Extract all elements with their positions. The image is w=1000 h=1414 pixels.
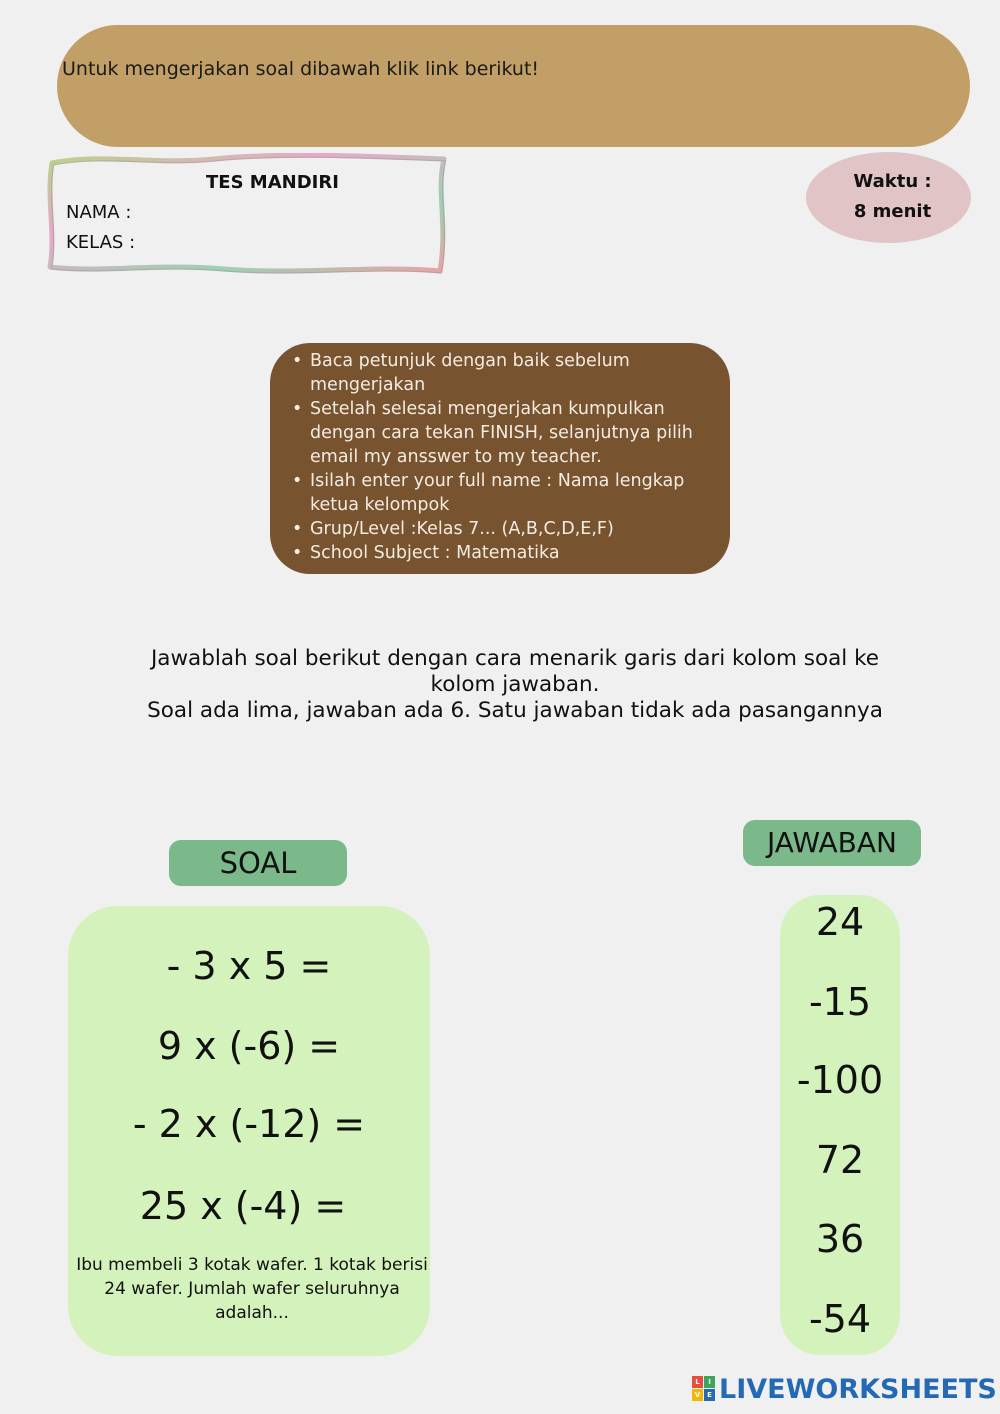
instruction-item: • Setelah selesai mengerjakan kumpulkan dengan cara tekan FINISH, selanjutnya pilih email my ansswer to my teacher. (292, 397, 710, 469)
test-title: TES MANDIRI (206, 172, 339, 193)
task-description (100, 646, 930, 724)
question-3[interactable]: - 2 x (-12) = (132, 1102, 366, 1146)
banner-text: Untuk mengerjakan soal dibawah klik link berikut! (62, 58, 540, 80)
instruction-item: • Grup/Level :Kelas 7... (A,B,C,D,E,F) (292, 517, 710, 541)
timer-label: Waktu : (853, 171, 932, 192)
class-label: KELAS : (66, 232, 136, 253)
instruction-item: • Baca petunjuk dengan baik sebelum mengerjakan (292, 349, 710, 397)
answer-1[interactable]: 24 (815, 900, 865, 944)
task-line-1: Jawablah soal berikut dengan cara menarik garis dari kolom soal ke kolom jawaban. (150, 646, 880, 697)
question-5-story[interactable]: Ibu membeli 3 kotak wafer. 1 kotak berisi 24 wafer. Jumlah wafer seluruhnya adalah... (76, 1255, 428, 1323)
liveworksheets-logo (692, 1374, 997, 1404)
instruction-item: • Isilah enter your full name : Nama lengkap ketua kelompok (292, 469, 710, 517)
answer-5[interactable]: 36 (815, 1217, 865, 1261)
liveworksheets-logo-text: LIVEWORKSHEETS (719, 1373, 997, 1405)
task-line-2: Soal ada lima, jawaban ada 6. Satu jawaban tidak ada pasangannya (147, 698, 883, 723)
class-input[interactable] (142, 232, 432, 256)
answer-2[interactable]: -15 (808, 980, 872, 1024)
answer-4[interactable]: 72 (815, 1138, 865, 1182)
instructions-list (292, 349, 710, 565)
timer-value: 8 menit (853, 201, 932, 222)
question-2[interactable]: 9 x (-6) = (157, 1024, 341, 1068)
jawaban-header: JAWABAN (743, 820, 921, 866)
soal-header: SOAL (169, 840, 347, 886)
name-input[interactable] (142, 202, 432, 226)
answer-3[interactable]: -100 (796, 1058, 884, 1102)
question-4[interactable]: 25 x (-4) = (139, 1184, 347, 1228)
question-1[interactable]: - 3 x 5 = (166, 944, 332, 988)
instructions-panel (270, 343, 730, 574)
jawaban-box (780, 895, 900, 1355)
name-label: NAMA : (66, 202, 132, 223)
liveworksheets-logo-icon: L I V E (692, 1376, 716, 1402)
timer-badge (806, 152, 971, 243)
worksheet-link-area[interactable] (62, 50, 542, 90)
answer-6[interactable]: -54 (808, 1297, 872, 1341)
instruction-item: • School Subject : Matematika (292, 541, 710, 565)
